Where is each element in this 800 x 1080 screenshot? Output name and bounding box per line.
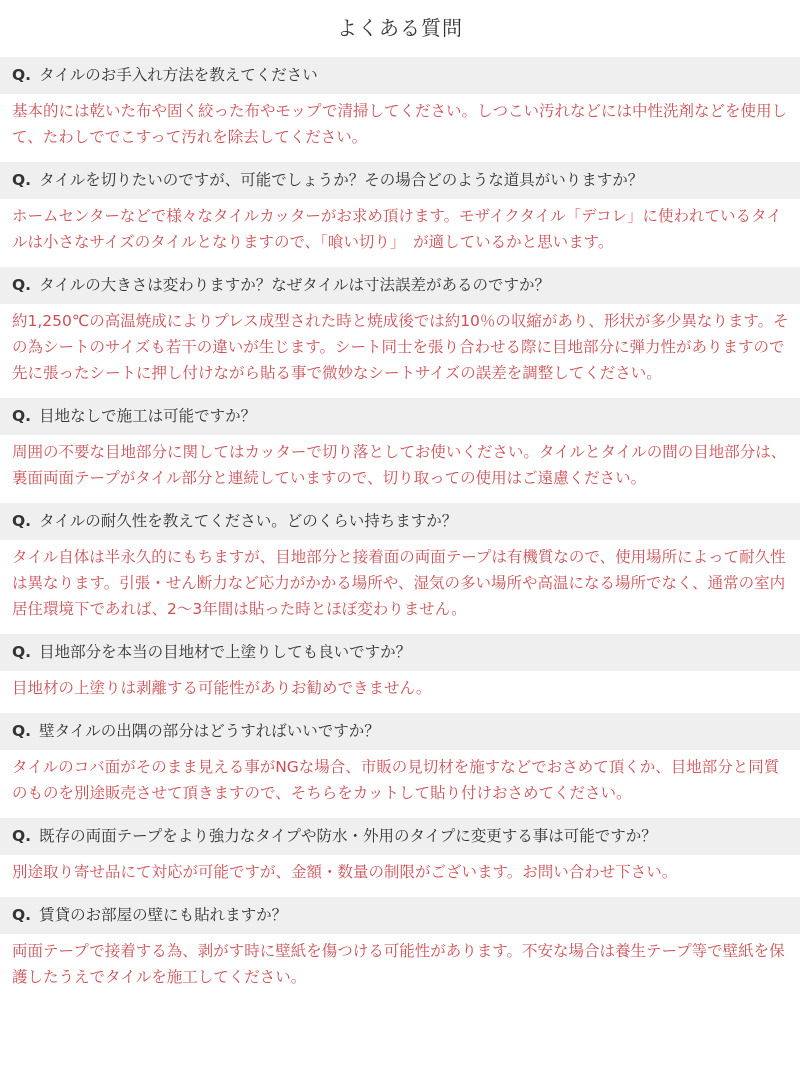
q-mark: Q.: [12, 827, 32, 845]
faq-item: [0, 267, 800, 388]
faq-item: [0, 57, 800, 152]
question-text: 目地なしで施工は可能ですか？: [39, 407, 257, 425]
q-mark: Q.: [12, 722, 32, 740]
faq-question: [0, 162, 800, 199]
faq-list: [0, 57, 800, 992]
q-mark: Q.: [12, 906, 32, 924]
question-text: タイルの大きさは変わりますか？なぜタイルは寸法誤差があるのですか？: [39, 276, 550, 294]
q-mark: Q.: [12, 643, 32, 661]
faq-question: [0, 267, 800, 304]
faq-item: [0, 897, 800, 992]
question-text: タイルのお手入れ方法を教えてください: [39, 66, 318, 84]
question-text: 既存の両面テープをより強力なタイプや防水・外用のタイプに変更する事は可能ですか？: [39, 827, 657, 845]
page-title: よくある質問: [337, 16, 463, 40]
question-text: 目地部分を本当の目地材で上塗りしても良いですか？: [39, 643, 412, 661]
q-mark: Q.: [12, 171, 32, 189]
faq-question: [0, 713, 800, 750]
q-mark: Q.: [12, 512, 32, 530]
faq-item: [0, 162, 800, 257]
faq-answer: 周囲の不要な目地部分に関してはカッターで切り落としてお使いください。タイルとタイルの間の目地部分は、裏面両面テープがタイル部分と連続していますので、切り取っての使用はご遠慮ください。: [12, 443, 787, 487]
faq-question: [0, 634, 800, 671]
question-text: タイルの耐久性を教えてください。どのくらい持ちますか？: [39, 512, 458, 530]
q-mark: Q.: [12, 407, 32, 425]
faq-answer: 目地材の上塗りは剥離する可能性がありお勧めできません。: [12, 679, 432, 697]
question-text: 賃貸のお部屋の壁にも貼れますか？: [39, 906, 288, 924]
faq-item: [0, 818, 800, 887]
faq-answer: 基本的には乾いた布や固く絞った布やモップで清掃してください。しつこい汚れなどには中性洗剤などを使用して、たわしででこすって汚れを除去してください。: [12, 102, 788, 146]
faq-item: [0, 398, 800, 493]
faq-item: [0, 713, 800, 808]
q-mark: Q.: [12, 66, 32, 84]
faq-answer: タイル自体は半永久的にもちますが、目地部分と接着面の両面テープは有機質なので、使用場所によって耐久性は異なります。引張・せん断力など応力がかかる場所や、湿気の多い場所や高温になる場所でなく、通常の室内居住環境下であれば、2〜3年間は貼った時とほぼ変わりません。: [12, 548, 786, 618]
question-text: タイルを切りたいのですが、可能でしょうか？その場合どのような道具がいりますか？: [39, 171, 644, 189]
faq-question: [0, 818, 800, 855]
faq-answer: 約1,250℃の高温焼成によりプレス成型された時と焼成後では約10％の収縮があり、形状が多少異なります。その為シートのサイズも若干の違いが生じます。シート同士を張り合わせる際に目地部分に弾力性がありますので先に張ったシートに押し付けながら貼る事で微妙なシートサイズの誤差を調整してください。: [12, 312, 789, 382]
faq-answer: タイルのコバ面がそのまま見える事がNGな場合、市販の見切材を施すなどでおさめて頂くか、目地部分と同質のものを別途販売させて頂きますので、そちらをカットして貼り付けおさめてください。: [12, 758, 780, 802]
faq-question: [0, 57, 800, 94]
q-mark: Q.: [12, 276, 32, 294]
faq-answer: ホームセンターなどで様々なタイルカッターがお求め頂けます。モザイクタイル「デコレ」に使われているタイルは小さなサイズのタイルとなりますので、「喰い切り」 が適しているかと思います。: [12, 207, 782, 251]
faq-question: [0, 503, 800, 540]
faq-item: [0, 503, 800, 624]
faq-answer: 別途取り寄せ品にて対応が可能ですが、金額・数量の制限がございます。お問い合わせ下さい。: [12, 863, 678, 881]
question-text: 壁タイルの出隅の部分はどうすればいいですか？: [39, 722, 380, 740]
faq-question: [0, 897, 800, 934]
faq-answer: 両面テープで接着する為、剥がす時に壁紙を傷つける可能性があります。不安な場合は養生テープ等で壁紙を保護したうえでタイルを施工してください。: [12, 942, 785, 986]
faq-item: [0, 634, 800, 703]
faq-question: [0, 398, 800, 435]
